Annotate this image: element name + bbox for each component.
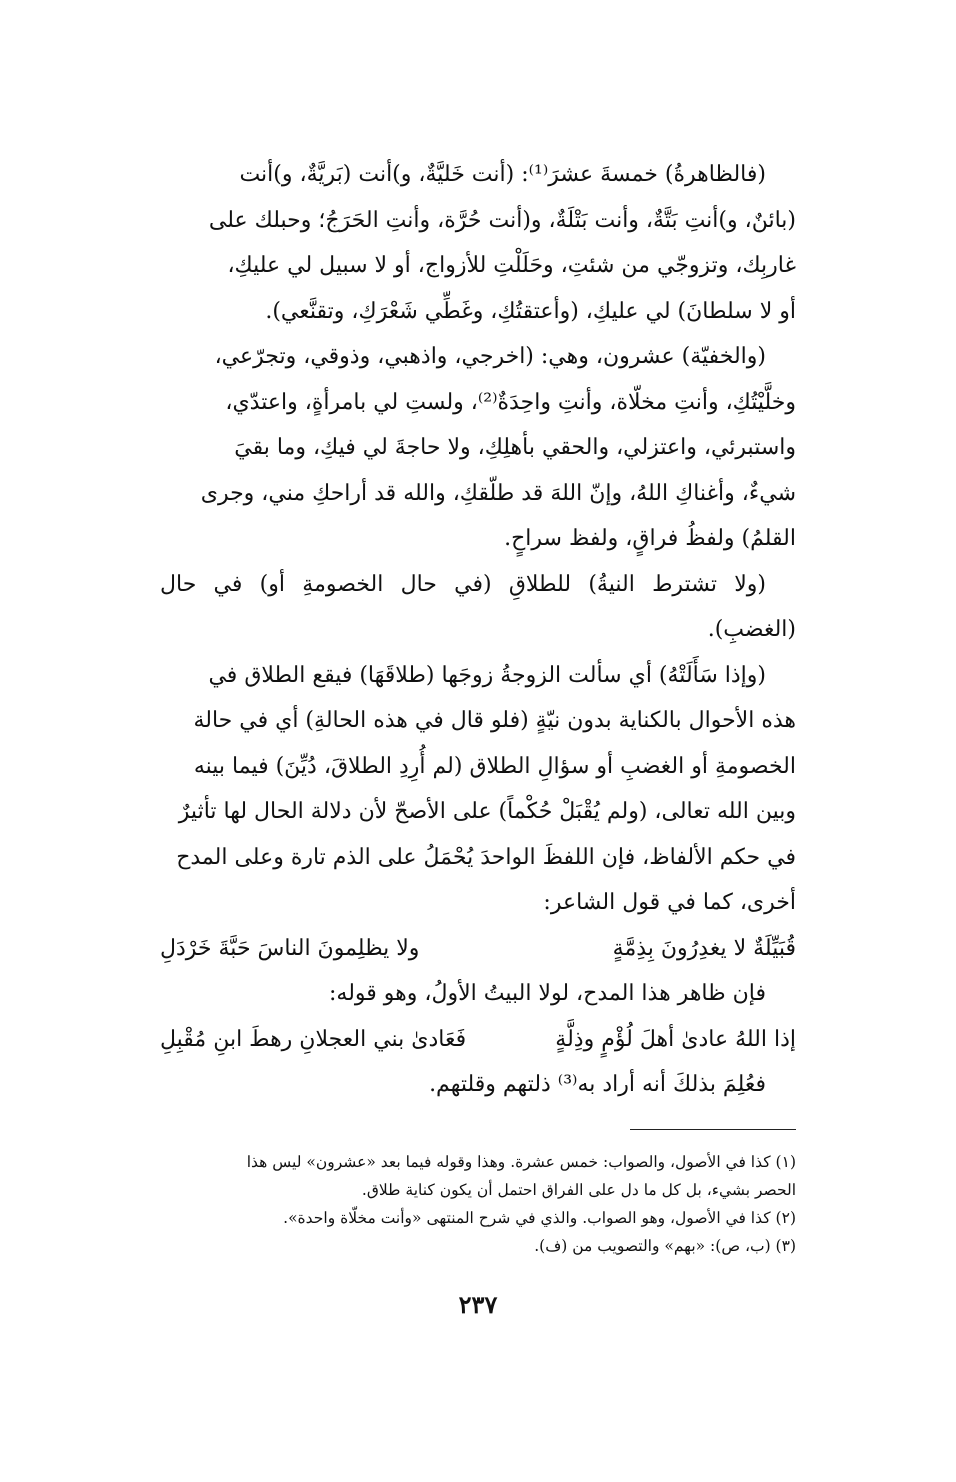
text-line: في حكم الألفاظ، فإن اللفظَ الواحدَ يُحْمَلُ على الذم تارة وعلى المدح [176,844,796,870]
footnote-line: الحصر بشيء، بل كل ما دل على الفراق احتمل أن يكون كناية طلاق. [361,1181,796,1199]
text-line: (وإذا سَأَلَتْهُ) أي سألت الزوجةُ زوجَها (طلاقَهَا) فيقع الطلاق في [208,662,766,688]
text-line: وخلَّيْتُكِ، وأنتِ مخلّاة، وأنتِ واحِدَةٌ⁽²⁾، ولستِ لي بامرأةٍ، واعتدّي، [225,389,796,415]
footnote-line: (١) كذا في الأصول، والصواب: خمس عشرة. وهذا وقوله فيما بعد «عشرون» ليس هذا [246,1153,796,1171]
text-line: شيءٌ، وأغناكِ اللهُ، وإنّ اللهَ قد طلّقكِ، والله قد أراحكِ مني، وجرى [200,480,796,506]
verse-2-second-hemistich: فَعَادىٰ بني العجلانِ رهطَ ابنِ مُقْبِلِ [160,1026,467,1052]
text-line: (فالظاهرةُ) خمسةَ عشرَ⁽¹⁾: (أنت خَليَّةٌ، و)أنت (بَريَّةٌ، و)أنت [239,162,766,187]
poetry-verse-1 [160,926,796,972]
text-line: هذه الأحوال بالكناية بدون نيّةٍ (فلو قال في هذه الحالةِ) أي في حالة [193,708,796,733]
text-line: واستبرئي، واعتزلي، والحقي بأهلِكِ، ولا حاجةَ لي فيكِ، وما بقيَ [234,435,796,460]
verse-1-first-hemistich: قُبَيِّلَةٌ لا يغدِرُونَ بِذِمَّةٍ [612,935,796,961]
footnote-divider [630,1129,796,1130]
text-line: أخرى، كما في قول الشاعر: [543,890,796,915]
text-line: وبين الله تعالى، (ولم يُقْبَلْ حُكْماً) على الأصحّ لأن دلالة الحال لها تأثيرٌ [178,799,796,824]
text-line: (والخفيّة) عشرون، وهي: (اخرجي، واذهبي، وذوقي، وتجرّعي، [214,344,766,369]
footnote-line: (٣) (ب، ص): «بهم» والتصويب من (ف). [534,1237,796,1255]
text-line: (ولا تشترط النيةُ) للطلاقِ (في حال الخصومةِ أو) في حال (الغضبِ). [160,571,796,642]
text-line: (بائنٌ، و)أنتِ بَتَّةٌ، وأنت بَتْلَةٌ، و(أنت حُرَّة، وأنتِ الحَرَجُ؛ وحبلك على [208,207,796,233]
footnote-line: (٢) كذا في الأصول، وهو الصواب. والذي في شرح المنتهى «وأنت مخلّاة واحدة». [283,1209,796,1227]
verse-2-first-hemistich: إذا اللهُ عادىٰ أهلَ لُؤْمٍ وذِلَّةٍ [555,1026,796,1052]
text-line: فإن ظاهر هذا المدح، لولا البيتُ الأولُ، وهو قوله: [329,981,766,1006]
verse-1-second-hemistich: ولا يظلِمونَ الناسَ حَبَّةَ خَرْدَلِ [160,935,420,961]
main-text [160,152,796,1108]
text-line: القلمُ) ولفظُ فراقٍ، ولفظ سراحٍ. [504,526,796,551]
text-line: فعُلِمَ بذلكَ أنه أراد به⁽³⁾ ذلتهم وقلتهم. [429,1072,766,1097]
text-line: غاربِك، وتزوجّي من شئتِ، وحَلَلْتِ للأزواج، أو لا سبيل لي عليكِ، [227,253,796,278]
text-line: الخصومةِ أو الغضبِ أو سؤالِ الطلاق (لم أُرِدِ الطلاقَ، دُيِّنَ) فيما بينه [193,753,796,779]
footnotes [160,1148,796,1260]
page-number: ٢٣٧ [458,1290,498,1319]
poetry-verse-2 [160,1017,796,1063]
text-line: أو لا سلطانَ) لي عليكِ، (وأعتقتُكِ، وغَطِّي شَعْرَكِ، وتقنَّعي). [265,298,796,324]
